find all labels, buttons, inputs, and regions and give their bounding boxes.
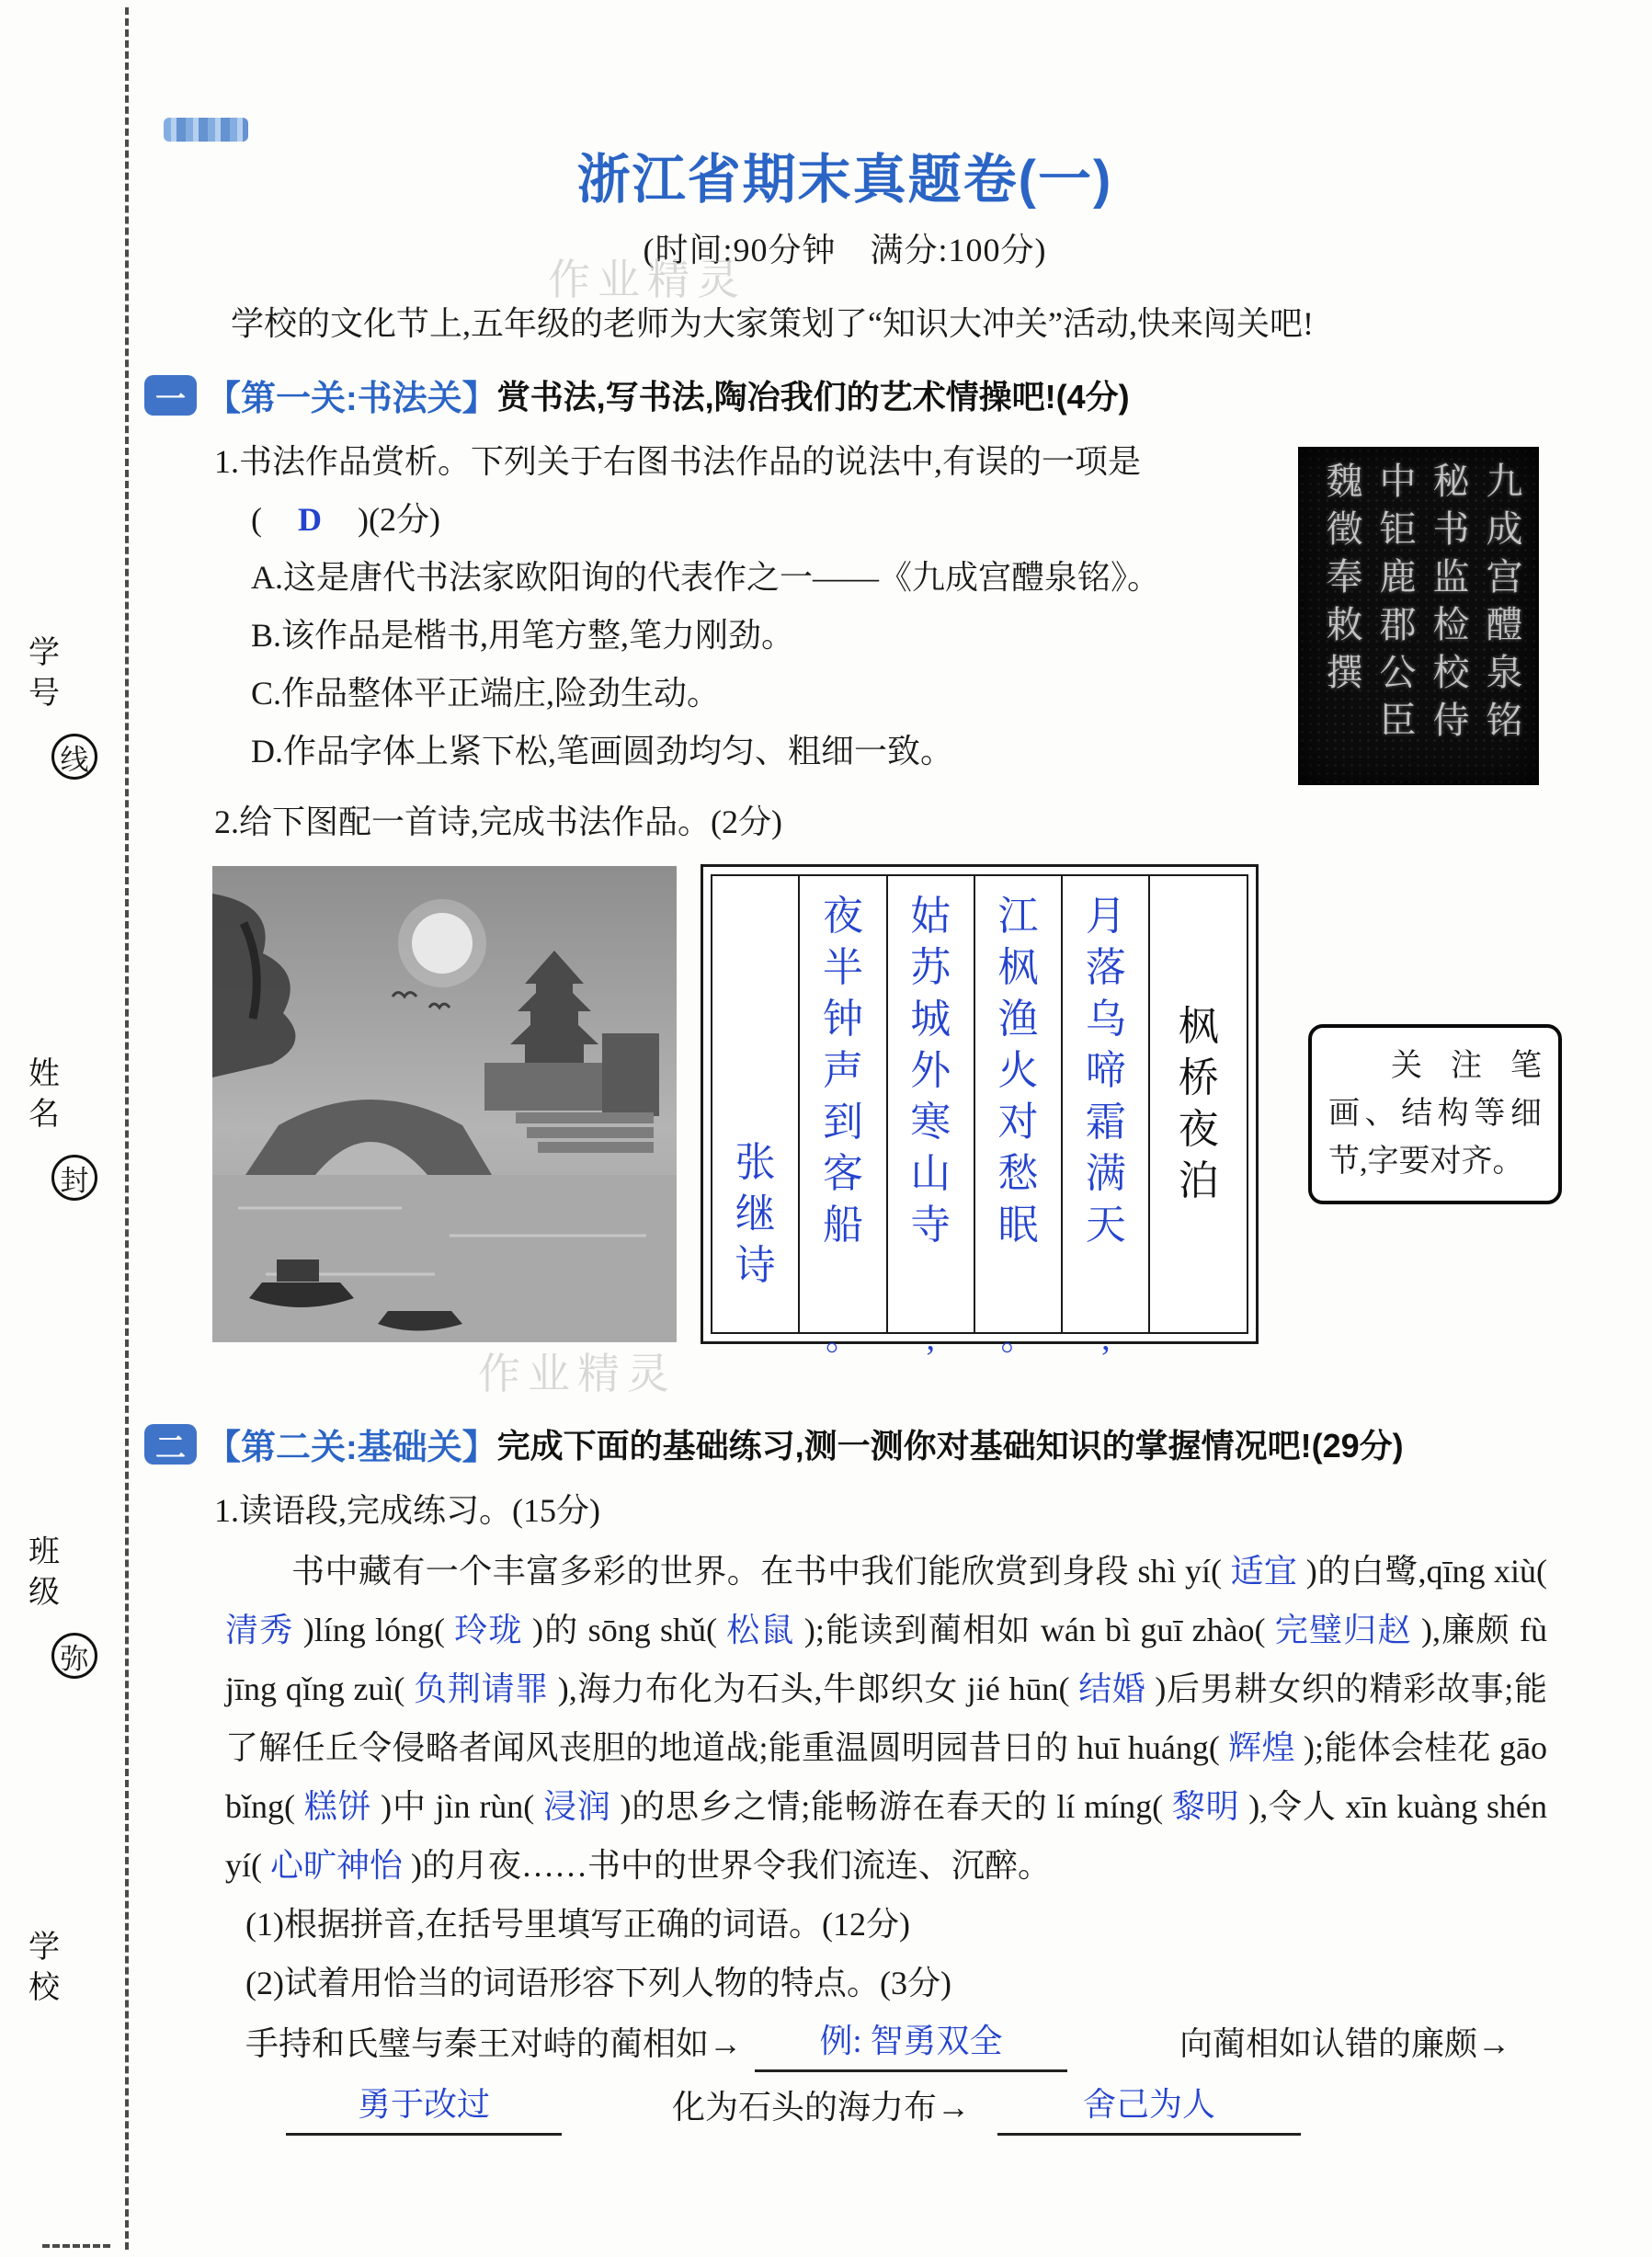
- q1-selected-answer[interactable]: D: [298, 501, 322, 538]
- binding-corner-dash: [42, 2244, 110, 2248]
- passage-text: )的思乡之情;能畅游在春天的 lí míng(: [610, 1788, 1172, 1825]
- filled-answer-word[interactable]: 糕饼: [303, 1788, 372, 1825]
- poem-title-column: 枫 桥 夜 泊: [1148, 876, 1247, 1332]
- binding-label: 学号: [28, 635, 60, 711]
- filled-answer-word[interactable]: 玲珑: [454, 1612, 523, 1648]
- bracket-open: (: [251, 501, 262, 538]
- bracket-close: )(2分): [358, 501, 440, 538]
- fill-row-2: [245, 2076, 1547, 2136]
- passage-text: ),令人 xīn kuàng shén yí(: [225, 1788, 1547, 1884]
- sub-question-1: (1)根据拼音,在括号里填写正确的词语。(12分): [245, 1906, 910, 1943]
- binding-group: [24, 633, 97, 780]
- seal-character: 线: [51, 734, 97, 780]
- fill-prompt: 化为石头的海力布→: [672, 2089, 971, 2126]
- answer-blank[interactable]: 舍己为人: [997, 2076, 1301, 2136]
- poem-punctuation: ,: [1101, 1319, 1111, 1358]
- filled-answer-word[interactable]: 松鼠: [726, 1612, 795, 1648]
- q2-artwork-row: [225, 853, 1547, 1382]
- section2-subtitle: 完成下面的基础练习,测一测你对基础知识的掌握情况吧!(29分): [496, 1427, 1404, 1465]
- section1-header: [144, 370, 1547, 420]
- seal-character: 封: [51, 1155, 97, 1201]
- filled-answer-word[interactable]: 辉煌: [1228, 1729, 1295, 1766]
- section1-badge: 一: [144, 375, 197, 416]
- poem-answer-column[interactable]: 月 落 乌 啼 霜 满 天 ,: [1061, 876, 1148, 1332]
- binding-label: 姓名: [28, 1056, 60, 1132]
- binding-dashed-line: [125, 7, 129, 2250]
- binding-edge: [0, 0, 138, 2257]
- filled-answer-word[interactable]: 结婚: [1078, 1670, 1146, 1707]
- q1-stem: 1.书法作品赏析。下列关于右图书法作品的说法中,有误的一项是: [214, 443, 1142, 480]
- poem-grid-inner: [711, 874, 1248, 1358]
- option-item[interactable]: D.作品字体上紧下松,笔画圆劲均匀、粗细一致。: [251, 733, 953, 769]
- passage-text: );能体会桂花 gāo bǐng(: [225, 1729, 1547, 1825]
- filled-answer-word[interactable]: 黎明: [1171, 1788, 1240, 1825]
- fill-row-1: [245, 2012, 1547, 2072]
- answer-blank[interactable]: 勇于改过: [286, 2076, 562, 2136]
- section2-badge: 二: [144, 1424, 197, 1465]
- passage-text: )的白鹭,qīng xiù(: [1297, 1553, 1547, 1590]
- watermark: 作业精灵: [548, 256, 746, 303]
- landscape-painting-image: [212, 866, 677, 1342]
- poem-punctuation: 。: [1000, 1319, 1036, 1358]
- tip-note-box: 关注笔画、结构等细节,字要对齐。: [1308, 1024, 1562, 1204]
- answer-blank[interactable]: 例: 智勇双全: [755, 2012, 1067, 2072]
- option-item[interactable]: B.该作品是楷书,用笔方整,笔力刚劲。: [251, 617, 795, 654]
- poem-punctuation: ,: [926, 1319, 935, 1358]
- binding-label: 学校: [28, 1930, 60, 2005]
- binding-group: [24, 1927, 64, 2008]
- q1-options: [251, 549, 1336, 781]
- passage-text: ),海力布化为石头,牛郎织女 jié hūn(: [549, 1670, 1079, 1707]
- filled-answer-word[interactable]: 完璧归赵: [1274, 1612, 1412, 1648]
- watermark: 作业精灵: [478, 1350, 677, 1397]
- filled-answer-word[interactable]: 负荆请罪: [414, 1670, 550, 1707]
- passage-text: )中 jìn rùn(: [371, 1788, 544, 1825]
- passage-text: ),廉颇 fù jīng qǐng zuì(: [225, 1612, 1547, 1707]
- poem-grid: [701, 864, 1259, 1358]
- poem-answer-column[interactable]: 姑 苏 城 外 寒 山 寺 ,: [886, 876, 974, 1332]
- poem-answer-column[interactable]: 江 枫 渔 火 对 愁 眠 。: [974, 876, 1061, 1332]
- q2-stem: 2.给下图配一首诗,完成书法作品。(2分): [214, 804, 782, 840]
- page-title: 浙江省期末真题卷(一): [576, 150, 1113, 210]
- filled-answer-word[interactable]: 浸润: [543, 1788, 611, 1825]
- option-item[interactable]: A.这是唐代书法家欧阳询的代表作之一——《九成宫醴泉铭》。: [251, 559, 1160, 596]
- section1-subtitle: 赏书法,写书法,陶冶我们的艺术情操吧!(4分): [496, 378, 1130, 416]
- passage-text: )líng lóng(: [293, 1612, 455, 1648]
- fill-prompt: 向蔺相如认错的廉颇→: [1179, 2025, 1510, 2062]
- poem-answer-column[interactable]: 夜 半 钟 声 到 客 船 。: [798, 876, 885, 1332]
- section2-header: [144, 1419, 1547, 1469]
- filled-answer-word[interactable]: 适宜: [1230, 1553, 1298, 1590]
- poem-punctuation: 。: [825, 1319, 860, 1358]
- section2-title: 【第二关:基础关】: [206, 1429, 497, 1467]
- filled-answer-word[interactable]: 清秀: [225, 1612, 294, 1648]
- passage: [225, 1542, 1547, 1895]
- seal-character: 弥: [51, 1633, 97, 1679]
- s2-q1-stem: 1.读语段,完成练习。(15分): [214, 1492, 600, 1529]
- section1-title: 【第一关:书法关】: [206, 380, 497, 418]
- passage-text: )的月夜……书中的世界令我们流连、沉醉。: [403, 1847, 1052, 1884]
- binding-group: [24, 1532, 97, 1679]
- passage-text: )的 sōng shǔ(: [522, 1612, 727, 1648]
- passage-text: )后男耕女织的精彩故事;能了解任丘令侵略者闻风丧胆的地道战;能重温圆明园昔日的 huī huáng(: [225, 1670, 1547, 1766]
- time-score-line: (时间:90分钟 满分:100分): [643, 232, 1047, 268]
- passage-text: );能读到蔺相如 wán bì guī zhào(: [794, 1612, 1275, 1648]
- binding-label: 班级: [28, 1534, 60, 1610]
- option-item[interactable]: C.作品整体平正端庄,险劲生动。: [251, 675, 721, 712]
- intro-text: 学校的文化节上,五年级的老师为大家策划了“知识大冲关”活动,快来闯关吧!: [231, 305, 1314, 342]
- calligraphy-rubbing-image: [1298, 447, 1539, 785]
- poem-answer-column[interactable]: 张 继 诗: [735, 1140, 776, 1288]
- filled-answer-word[interactable]: 心旷神怡: [270, 1847, 404, 1884]
- binding-group: [24, 1054, 97, 1201]
- fill-prompt: 手持和氏璧与秦王对峙的蔺相如→: [245, 2025, 743, 2062]
- calligraphy-characters: 九成宫醴泉铭秘书监检校侍中钜鹿郡公臣魏徵奉敕撰: [1321, 462, 1522, 748]
- passage-text: 书中藏有一个丰富多彩的世界。在书中我们能欣赏到身段 shì yí(: [291, 1553, 1231, 1590]
- main-content: [138, 0, 1652, 2257]
- sub-question-2: (2)试着用恰当的词语形容下列人物的特点。(3分): [245, 1965, 951, 2001]
